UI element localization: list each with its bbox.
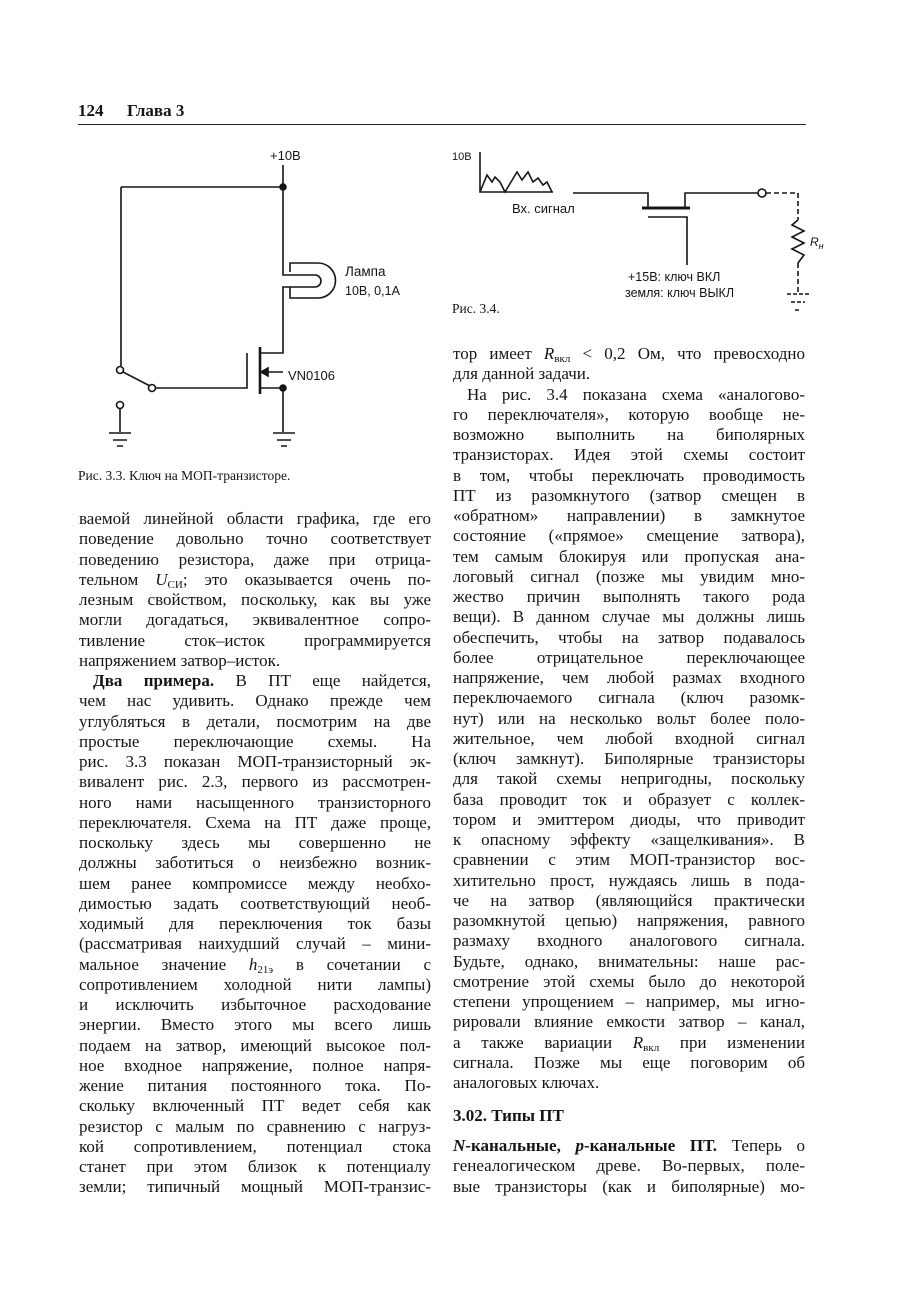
text-segment: R <box>543 344 555 363</box>
text-line <box>453 1033 805 1053</box>
text-line <box>453 344 805 364</box>
figure-3-3-caption: Рис. 3.3. Ключ на МОП-транзисторе. <box>78 468 291 483</box>
text-line: жительное, чем любой входной сигнал <box>453 728 805 748</box>
figure-3-4-analog-switch <box>452 151 824 310</box>
text-line: переключателя. Схема на ПТ даже проще, <box>79 812 431 832</box>
text-segment: тельном <box>79 569 156 589</box>
switch-contact <box>117 402 124 409</box>
text-line: смотрение этой схемы было до некоторой <box>453 971 805 991</box>
supply-wire <box>121 165 283 366</box>
subscript: 21э <box>257 963 274 976</box>
lamp-rating: 10В, 0,1А <box>345 284 400 298</box>
text-line: резистор с малым по сравнению с нагруз- <box>79 1116 431 1136</box>
text-line: че на затвор (являющийся практически <box>453 890 805 910</box>
mosfet-source <box>260 372 283 432</box>
text-segment: p <box>575 1136 584 1155</box>
text-line: На рис. 3.4 показана схема «аналогово- <box>467 384 805 404</box>
text-line: «обратном» направлении) в замкнутое <box>453 506 805 525</box>
text-line: ное входное напряжение, полное напря- <box>79 1055 431 1075</box>
text-segment: Два примера. <box>93 671 215 690</box>
subscript: вкл <box>643 1041 660 1054</box>
text-segment: U <box>155 569 168 589</box>
mosfet-gate <box>153 353 247 388</box>
text-line: транзисторах. Идея этой схемы состоит <box>453 445 805 465</box>
ground-icon <box>273 433 295 446</box>
paragraph <box>79 509 431 671</box>
text-line: логовый сигнал (позже мы увидим мно- <box>453 566 805 586</box>
text-segment: N <box>453 1136 466 1155</box>
text-line: го переключателя», которую вообще не- <box>453 404 805 424</box>
text-line: (ключ замкнут). Биполярные транзисторы <box>453 749 805 768</box>
text-line: степени упрощением – например, мы игно- <box>453 992 805 1011</box>
input-waveform <box>480 172 552 192</box>
source-wire <box>573 193 648 208</box>
text-line: поведению резистора, даже при отрица- <box>79 549 431 569</box>
text-line <box>453 1136 805 1156</box>
text-line: скольку включенный ПТ ведет себя как <box>79 1096 431 1116</box>
text-line: генеалогическом древе. Во-первых, поле- <box>453 1156 805 1176</box>
text-line: напряжением затвор–исток. <box>79 650 281 670</box>
ground-icon <box>787 294 809 310</box>
transistor-label: VN0106 <box>288 368 335 383</box>
text-line: Будьте, однако, внимательны: наше рас- <box>453 951 805 971</box>
text-line: углубляться в детали, посмотрим на две <box>79 711 431 731</box>
text-line: напряжение, чем любой размах входного <box>453 668 805 687</box>
gate-on-label: +15В: ключ ВКЛ <box>628 270 721 284</box>
text-line: вые транзисторы (как и биполярные) мо- <box>453 1176 805 1196</box>
text-line: нут) или на несколько вольт более поло- <box>453 708 805 728</box>
text-segment: -канальные, <box>465 1136 576 1155</box>
paragraph <box>79 671 431 1198</box>
text-segment: < 0,2 Ом, что превосходно <box>570 344 805 363</box>
text-segment: тор имеет <box>453 344 544 363</box>
text-segment: мальное значение <box>79 954 249 974</box>
text-line: сигнала. Позже мы еще поговорим об <box>453 1052 805 1072</box>
text-line: разомкнутой цепью) напряжения, равного <box>453 911 805 930</box>
fet-gate <box>648 217 687 265</box>
text-line: станет при этом близок к потенциалу <box>79 1157 431 1176</box>
text-line: рировали влияние емкости затвор – канал, <box>453 1012 805 1032</box>
paragraph <box>453 385 805 1094</box>
text-line: сравнении с этим МОП-транзистор вос- <box>453 850 805 870</box>
text-line: тором и эмиттером диоды, что приводит <box>453 809 805 829</box>
text-line: (рассматривая наихудший случай – мини- <box>79 934 431 954</box>
text-line: должны заботиться о неизбежно возник- <box>79 853 431 873</box>
right-column-text <box>453 344 805 1093</box>
text-line: подаем на затвор, имеющий высокое пол- <box>79 1035 431 1055</box>
switch-pivot <box>117 367 124 374</box>
supply-label: +10В <box>270 148 301 163</box>
text-line: поведение довольно точно соответствует <box>79 529 431 549</box>
text-line: база проводит ток и образует с коллек- <box>453 789 805 809</box>
switch-blade <box>123 372 150 386</box>
text-line: димостью задать соответствующий необ- <box>79 893 431 913</box>
text-line: хитительно прост, нуждаясь лишь в пода- <box>453 870 805 890</box>
text-line: в том, чтобы переключать проводимость <box>453 465 805 485</box>
text-segment: h <box>248 954 258 974</box>
text-segment: в сочетании с <box>273 954 432 974</box>
text-segment: ; это оказывается очень по- <box>182 569 431 589</box>
text-line: шем ранее компромиссе между необхо- <box>79 873 431 893</box>
load-resistor-icon <box>792 220 804 263</box>
text-line: простые переключающие схемы. На <box>79 731 431 751</box>
text-line <box>79 955 431 975</box>
text-line: ПТ из разомкнутого (затвор смещен в <box>453 485 805 505</box>
lamp-label: Лампа <box>345 264 386 279</box>
page-number: 124 <box>78 101 104 120</box>
section-text <box>453 1136 805 1197</box>
text-line: обеспечить, чтобы на затвор подавалось <box>453 627 805 647</box>
text-line: ваемой линейной области графика, где его <box>79 509 431 528</box>
text-segment: В ПТ еще найдется, <box>214 671 431 690</box>
text-line: сопротивлением холодной нити лампы) <box>79 974 431 994</box>
lamp-icon <box>290 263 336 298</box>
text-line: лезным свойством, поскольку, как вы уже <box>79 590 431 609</box>
text-line: жество причин выполнять такого рода <box>453 587 805 606</box>
drain-wire <box>685 193 758 208</box>
load-subscript: н <box>818 241 824 251</box>
text-line: могли догадаться, эквивалентное сопро- <box>79 610 431 630</box>
text-line <box>79 671 431 691</box>
text-segment: а также вариации <box>453 1032 633 1052</box>
svg-text:Rн <box>810 235 824 251</box>
text-line: и исключить избыточное расходование <box>79 995 431 1014</box>
switch-contact <box>149 385 156 392</box>
subscript: СИ <box>167 578 183 591</box>
left-column-text <box>79 509 431 1198</box>
text-line: земли; типичный мощный МОП-транзис- <box>79 1177 431 1197</box>
text-segment: при изменении <box>659 1032 805 1052</box>
text-line: тем самым блокируя или пропуская ана- <box>453 546 805 566</box>
ground-icon <box>109 409 131 446</box>
figure-3-3-mosfet-switch <box>109 148 401 446</box>
text-line: тивление сток–исток программируется <box>79 630 431 650</box>
text-line: чем нас удивить. Однако прежде чем <box>79 691 431 711</box>
text-line: кой сопротивлением, потенциал стока <box>79 1136 431 1156</box>
text-line: поскольку здесь мы совершенно не <box>79 833 431 852</box>
text-line: рис. 3.3 показан МОП-транзисторный эк- <box>79 752 431 771</box>
text-segment: R <box>632 1032 644 1052</box>
text-segment: -канальные ПТ. <box>583 1136 718 1155</box>
text-line: возможно выполнить на биполярных <box>453 425 805 444</box>
text-line: вивалент рис. 2.3, первого из рассмотрен- <box>79 772 431 792</box>
text-line: аналоговых ключах. <box>453 1073 600 1092</box>
figure-3-4-caption: Рис. 3.4. <box>452 301 500 316</box>
text-line: для данной задачи. <box>453 364 591 384</box>
subscript: вкл <box>554 353 571 365</box>
text-line: энергии. Вместо этого мы всего лишь <box>79 1015 431 1035</box>
section-heading: 3.02. Типы ПТ <box>453 1106 564 1125</box>
gate-off-label: земля: ключ ВЫКЛ <box>625 286 735 300</box>
text-line: более отрицательное переключающее <box>453 647 805 667</box>
text-line: для такой схемы непригодны, поскольку <box>453 769 805 789</box>
mosfet-arrow-icon <box>261 368 268 376</box>
text-line: размаху входного аналогового сигнала. <box>453 931 805 951</box>
text-line: ного нами насыщенного транзисторного <box>79 792 431 812</box>
paragraph <box>453 1136 805 1197</box>
input-label: Вх. сигнал <box>512 201 575 216</box>
text-line: жение питания постоянного тока. По- <box>79 1076 431 1095</box>
chapter-title: Глава 3 <box>127 101 185 120</box>
text-segment: Теперь о <box>717 1136 805 1155</box>
text-line <box>79 570 431 590</box>
text-line: переключаемого сигнала (ключ разомк- <box>453 688 805 708</box>
text-line: к опасному эффекту «защелкивания». В <box>453 830 805 849</box>
axis-label: 10В <box>452 151 472 163</box>
paragraph <box>453 344 805 385</box>
text-line: ходимый для переключения ток базы <box>79 914 431 933</box>
junction-dot <box>280 385 286 391</box>
output-terminal <box>758 189 766 197</box>
load-wire <box>766 193 798 294</box>
text-line: состояние («прямое» смещение затвора), <box>453 526 805 546</box>
text-line: вещи). В данном случае мы должны лишь <box>453 607 805 627</box>
load-label: R <box>810 235 819 249</box>
